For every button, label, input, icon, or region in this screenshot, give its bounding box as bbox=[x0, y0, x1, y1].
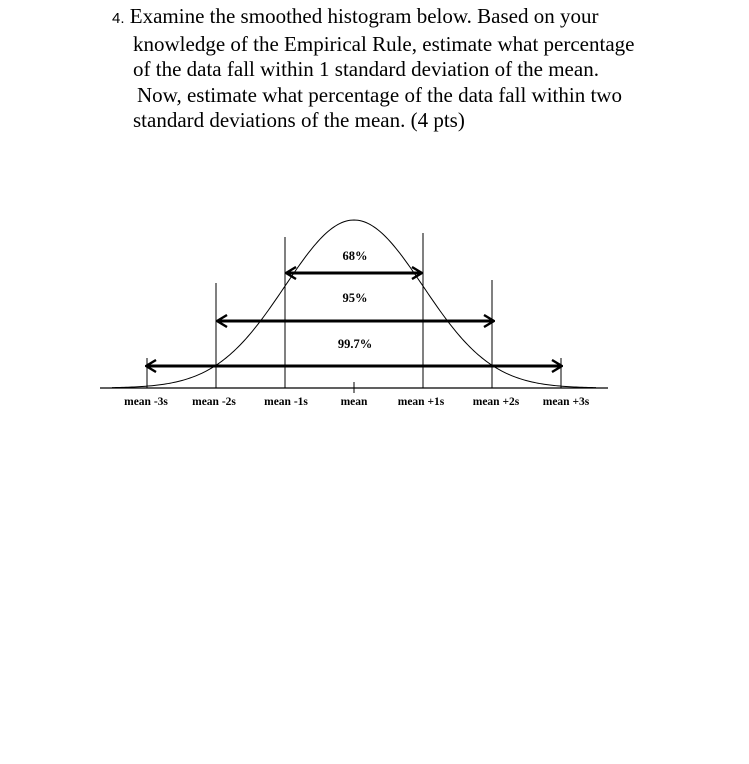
question-text-line-3: of the data fall within 1 standard deviation of the mean. bbox=[133, 57, 599, 82]
tick-label-mean-minus-1s: mean -1s bbox=[264, 396, 308, 408]
question-text-line-5: standard deviations of the mean. (4 pts) bbox=[133, 108, 465, 133]
label-99-7-percent: 99.7% bbox=[337, 337, 373, 351]
tick-label-mean-plus-3s: mean +3s bbox=[542, 396, 590, 408]
question-text-line-2: knowledge of the Empirical Rule, estimate what percentage bbox=[133, 31, 635, 56]
tick-label-mean-plus-1s: mean +1s bbox=[397, 396, 445, 408]
question-text-line-4: Now, estimate what percentage of the data fall within two bbox=[137, 82, 622, 107]
tick-label-mean: mean bbox=[340, 396, 368, 408]
tick-label-mean-plus-2s: mean +2s bbox=[472, 396, 520, 408]
label-68-percent: 68% bbox=[342, 249, 368, 263]
question-text-line-1: Examine the smoothed histogram below. Based on your bbox=[129, 4, 599, 28]
question-number: 4. bbox=[112, 10, 125, 27]
tick-label-mean-minus-2s: mean -2s bbox=[192, 396, 236, 408]
label-95-percent: 95% bbox=[342, 291, 368, 305]
tick-label-mean-minus-3s: mean -3s bbox=[124, 396, 168, 408]
